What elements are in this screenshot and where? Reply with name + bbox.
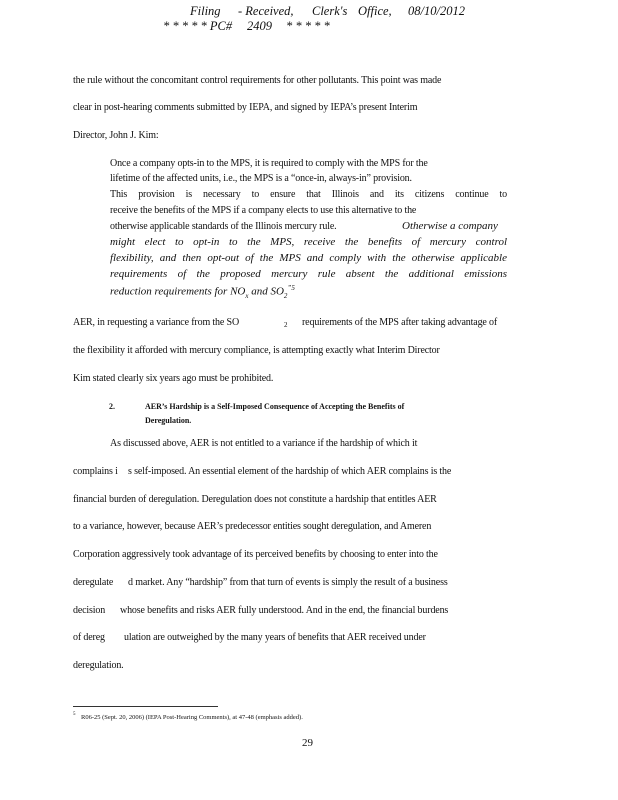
quote-line: Once a company opts-in to the MPS, it is required to comply with the MPS for the [110,158,428,169]
text-line: the flexibility it afforded with mercury compliance, is attempting exactly what Interim Director [73,345,440,356]
text-line: As discussed above, AER is not entitled to a variance if the hardship of which it [110,438,418,449]
quote-line: This provision is necessary to ensure that Illinois and its citizens continue to [110,189,507,200]
header-filing: Filing [190,4,221,18]
text-line: deregulate [73,577,114,588]
section-title: AER’s Hardship is a Self-Imposed Consequence of Accepting the Benefits of [145,402,405,411]
header-stars-right: * * * * * [286,19,330,33]
footnote-divider [73,706,218,707]
text-line: d market. Any “hardship” from that turn of events is simply the result of a business [128,577,448,588]
text-line: financial burden of deregulation. Deregulation does not constitute a hardship that entitles AER [73,494,437,505]
footnote-ref: ”5 [287,284,295,292]
quote-text: and SO [251,285,284,298]
section-number: 2. [109,402,115,411]
text-line: AER, in requesting a variance from the SO [73,317,240,328]
quote-text: reduction requirements for NO [110,285,246,298]
subscript-2: 2 [283,291,288,300]
quote-line: otherwise applicable standards of the Illinois mercury rule. [110,221,337,232]
quote-line: receive the benefits of the MPS if a company elects to use this alternative to the [110,205,417,216]
text-line: Corporation aggressively took advantage of its perceived benefits by choosing to enter into the [73,549,438,560]
text-line: Kim stated clearly six years ago must be prohibited. [73,373,274,384]
text-line: the rule without the concomitant control requirements for other pollutants. This point was made [73,75,442,86]
section-title: Deregulation. [145,416,192,425]
quote-emphasis: might elect to opt-in to the MPS, receive the benefits of mercury control [110,236,507,248]
header-date: 08/10/2012 [408,4,465,18]
text-line: s self-imposed. An essential element of the hardship of which AER complains is the [128,466,452,477]
header-received: - Received, [238,4,294,18]
footnote-text: R06-25 (Sept. 20, 2006) (IEPA Post-Hearing Comments), at 47-48 (emphasis added). [81,714,303,721]
quote-line: lifetime of the affected units, i.e., the MPS is a “once-in, always-in” provision. [110,173,412,184]
quote-emphasis: flexibility, and then opt-out of the MPS and comply with the otherwise applicable [110,252,507,264]
text-line: deregulation. [73,660,124,671]
subscript-2: 2 [284,321,288,329]
text-line: ulation are outweighed by the many years of benefits that AER received under [124,632,426,643]
header-stars-left: * * * * * PC# [163,19,233,33]
text-line: requirements of the MPS after taking advantage of [302,317,498,328]
text-line: complains i [73,466,118,477]
subscript-x: x [245,291,249,300]
header-pc-number: 2409 [247,19,272,33]
footnote-marker: 5 [73,712,76,717]
text-line: Director, John J. Kim: [73,130,159,141]
quote-emphasis-final [110,284,295,300]
text-line: clear in post-hearing comments submitted by IEPA, and signed by IEPA’s present Interim [73,102,418,113]
quote-emphasis: requirements of the proposed mercury rule absent the additional emissions [110,268,507,280]
quote-emphasis: Otherwise a company [402,220,498,232]
text-line: to a variance, however, because AER’s predecessor entities sought deregulation, and Ameren [73,521,432,532]
header-office: Office, [358,4,392,18]
header-clerks: Clerk's [312,4,348,18]
page-number: 29 [302,737,313,749]
text-line: of dereg [73,632,105,643]
text-line: whose benefits and risks AER fully understood. And in the end, the financial burdens [120,605,449,616]
text-line: decision [73,605,106,616]
